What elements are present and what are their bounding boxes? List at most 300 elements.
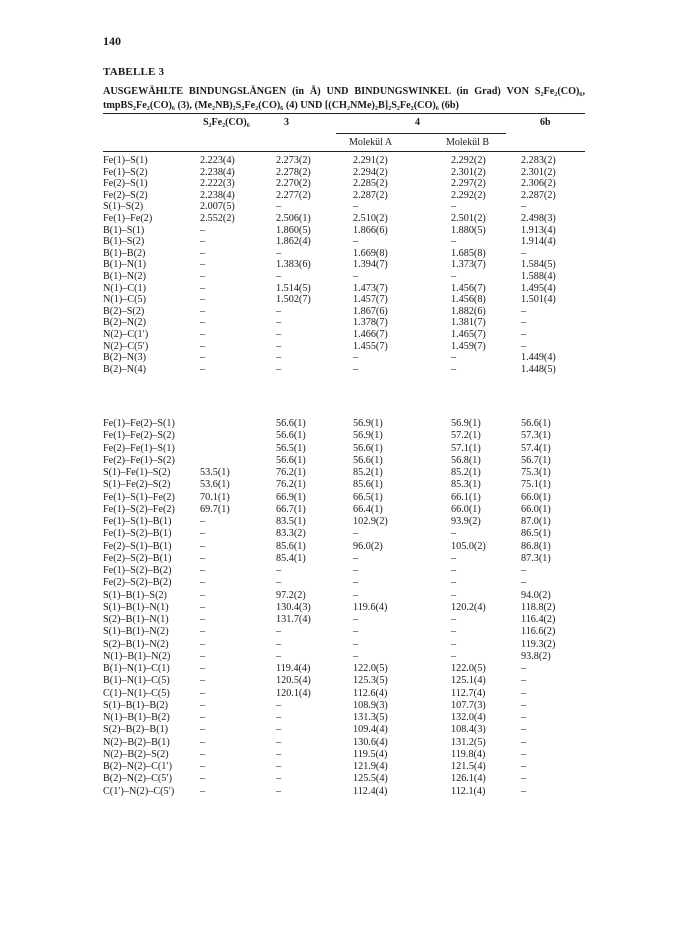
cell-s2fe2co6: – — [200, 785, 206, 797]
table-row — [103, 749, 585, 761]
cell-s2fe2co6: – — [200, 329, 206, 340]
row-label: B(2)–N(2)–C(5′) — [103, 773, 172, 785]
subcolumn-header-molekul-a: Molekül A — [349, 137, 393, 148]
row-label: Fe(2)–S(1)–B(1) — [103, 540, 172, 552]
cell-3: – — [276, 577, 282, 589]
cell-4-molekul-b: – — [451, 577, 457, 589]
cell-s2fe2co6: – — [200, 317, 206, 329]
cell-4-molekul-b: – — [451, 352, 457, 364]
cell-3: – — [276, 785, 282, 797]
cell-6b: 118.8(2) — [521, 601, 556, 613]
cell-3: – — [276, 363, 282, 375]
page-number: 140 — [103, 34, 121, 48]
cell-4-molekul-b: – — [451, 650, 457, 662]
table-row — [103, 541, 585, 553]
cell-6b: 57.3(1) — [521, 430, 551, 442]
cell-4-molekul-b: 1.685(8) — [451, 247, 486, 259]
cell-6b: – — [521, 305, 527, 317]
cell-s2fe2co6: 70.1(1) — [200, 491, 230, 503]
cell-4-molekul-a: 56.6(1) — [353, 454, 383, 466]
table-row — [103, 504, 585, 516]
row-label: B(1)–S(2) — [103, 236, 145, 248]
cell-4-molekul-a: 56.6(1) — [353, 442, 383, 454]
row-label: C(1′)–N(2)–C(5′) — [103, 785, 175, 797]
cell-4-molekul-b: – — [451, 626, 457, 638]
cell-4-molekul-a: 56.9(1) — [353, 430, 383, 442]
row-label: Fe(2)–S(1) — [103, 178, 148, 190]
cell-4-molekul-b: 1.882(6) — [451, 305, 486, 317]
cell-s2fe2co6: – — [200, 340, 206, 352]
row-label: B(2)–N(3) — [103, 352, 147, 364]
cell-s2fe2co6: 69.7(1) — [200, 503, 230, 515]
table-row — [103, 155, 585, 167]
cell-3: 2.278(2) — [276, 166, 311, 178]
cell-4-molekul-a: 109.4(4) — [353, 724, 388, 736]
table-row — [103, 364, 585, 376]
cell-6b: – — [521, 675, 527, 687]
header-bottom-rule — [103, 151, 585, 152]
cell-3: – — [276, 329, 282, 340]
cell-6b: – — [521, 247, 527, 259]
cell-4-molekul-b: – — [451, 614, 457, 625]
cell-s2fe2co6: – — [200, 650, 206, 662]
cell-4-molekul-b: 1.880(5) — [451, 224, 486, 236]
cell-6b: 1.501(4) — [521, 294, 556, 306]
cell-4-molekul-a: – — [353, 626, 359, 638]
cell-6b: 75.3(1) — [521, 467, 551, 478]
cell-4-molekul-b: 85.3(1) — [451, 479, 481, 491]
cell-4-molekul-a: 122.0(5) — [353, 663, 388, 674]
cell-6b: 56.6(1) — [521, 418, 551, 429]
cell-3: 2.273(2) — [276, 155, 311, 166]
cell-6b: 2.498(3) — [521, 213, 556, 224]
table-row — [103, 786, 585, 798]
cell-6b: 2.306(2) — [521, 178, 556, 190]
cell-4-molekul-a: 2.291(2) — [353, 155, 388, 166]
table-row — [103, 773, 585, 785]
cell-3: – — [276, 699, 282, 711]
cell-4-molekul-b: – — [451, 552, 457, 564]
cell-s2fe2co6: – — [200, 236, 206, 248]
row-label: Fe(2)–S(2) — [103, 189, 148, 201]
cell-4-molekul-b: 56.9(1) — [451, 418, 481, 429]
table-row — [103, 430, 585, 442]
cell-3: 85.4(1) — [276, 552, 306, 564]
cell-6b: 1.495(4) — [521, 282, 556, 294]
cell-s2fe2co6: – — [200, 259, 206, 271]
cell-3: – — [276, 352, 282, 364]
cell-3: – — [276, 340, 282, 352]
cell-4-molekul-b: 112.1(4) — [451, 785, 486, 797]
cell-s2fe2co6: – — [200, 352, 206, 364]
cell-4-molekul-b: – — [451, 565, 457, 576]
cell-6b: – — [521, 663, 527, 674]
cell-4-molekul-b: 1.459(7) — [451, 340, 486, 352]
row-label: Fe(2)–S(2)–B(1) — [103, 552, 172, 564]
table-row — [103, 467, 585, 479]
row-label: N(2)–B(2)–S(2) — [103, 748, 169, 760]
cell-s2fe2co6: – — [200, 294, 206, 306]
cell-4-molekul-a: – — [353, 589, 359, 601]
row-label: Fe(1)–S(2)–Fe(2) — [103, 503, 175, 515]
cell-6b: – — [521, 687, 527, 699]
cell-4-molekul-b: 1.456(7) — [451, 282, 486, 294]
cell-s2fe2co6: – — [200, 224, 206, 236]
cell-4-molekul-b: 119.8(4) — [451, 748, 486, 760]
row-label: Fe(1)–S(2)–B(2) — [103, 565, 172, 576]
table-caption: AUSGEWÄHLTE BINDUNGSLÄNGEN (in Å) UND BINDUNGSWINKEL (in Grad) VON S₂Fe₂(CO)₆, tmpBS₂Fe₂(CO)₆ (3), (Me₂NB)₂S₂Fe₂(CO)₆ (4) UND [(CH₂NMe)₂B]₂S₂Fe₂(CO)₆ (6b) — [103, 86, 585, 111]
subheader-rule — [336, 133, 506, 134]
cell-6b: – — [521, 565, 527, 576]
table-row — [103, 329, 585, 341]
row-label: B(2)–N(4) — [103, 363, 147, 375]
row-label: N(2)–B(2)–B(1) — [103, 736, 170, 748]
row-label: N(1)–B(1)–B(2) — [103, 712, 170, 723]
cell-3: – — [276, 638, 282, 650]
row-label: Fe(2)–S(2)–B(2) — [103, 577, 172, 589]
table-row — [103, 306, 585, 318]
cell-6b: 66.0(1) — [521, 503, 551, 515]
cell-3: 97.2(2) — [276, 589, 306, 601]
cell-4-molekul-b: 120.2(4) — [451, 601, 486, 613]
cell-s2fe2co6: – — [200, 699, 206, 711]
cell-s2fe2co6: – — [200, 271, 206, 282]
cell-6b: 66.0(1) — [521, 491, 551, 503]
cell-4-molekul-b: – — [451, 271, 457, 282]
row-label: S(1)–B(1)–N(1) — [103, 601, 169, 613]
cell-6b: – — [521, 340, 527, 352]
cell-3: – — [276, 761, 282, 772]
table-row — [103, 528, 585, 540]
cell-3: 119.4(4) — [276, 663, 311, 674]
cell-4-molekul-b: 93.9(2) — [451, 516, 481, 527]
row-label: Fe(1)–S(1) — [103, 155, 148, 166]
cell-4-molekul-a: 66.4(1) — [353, 503, 383, 515]
cell-3: – — [276, 201, 282, 213]
table-row — [103, 294, 585, 306]
cell-4-molekul-b: 85.2(1) — [451, 467, 481, 478]
cell-4-molekul-b: 2.297(2) — [451, 178, 486, 190]
row-label: S(2)–B(1)–N(2) — [103, 638, 169, 650]
table-row — [103, 190, 585, 202]
cell-6b: – — [521, 785, 527, 797]
table-row — [103, 712, 585, 724]
cell-4-molekul-a: – — [353, 352, 359, 364]
cell-4-molekul-b: 66.0(1) — [451, 503, 481, 515]
cell-4-molekul-b: 131.2(5) — [451, 736, 486, 748]
cell-s2fe2co6: 2.552(2) — [200, 213, 235, 224]
cell-4-molekul-a: 1.669(8) — [353, 247, 388, 259]
cell-4-molekul-b: 1.456(8) — [451, 294, 486, 306]
cell-s2fe2co6: – — [200, 305, 206, 317]
cell-s2fe2co6: – — [200, 540, 206, 552]
cell-6b: 119.3(2) — [521, 638, 556, 650]
cell-3: – — [276, 736, 282, 748]
cell-3: – — [276, 565, 282, 576]
row-label: B(2)–N(2) — [103, 317, 147, 329]
cell-4-molekul-a: – — [353, 638, 359, 650]
cell-4-molekul-a: – — [353, 565, 359, 576]
row-label: N(2)–C(1′) — [103, 329, 149, 340]
row-label: Fe(1)–S(2)–B(1) — [103, 528, 172, 540]
table-row — [103, 553, 585, 565]
table-row — [103, 225, 585, 237]
cell-4-molekul-b: 66.1(1) — [451, 491, 481, 503]
row-label: Fe(1)–S(1)–B(1) — [103, 516, 172, 527]
row-label: C(1)–N(1)–C(5) — [103, 687, 170, 699]
row-label: Fe(1)–S(2) — [103, 166, 148, 178]
cell-3: 1.860(5) — [276, 224, 311, 236]
row-label: N(1)–B(1)–N(2) — [103, 650, 171, 662]
cell-4-molekul-b: 108.4(3) — [451, 724, 486, 736]
table-row — [103, 675, 585, 687]
cell-6b: – — [521, 201, 527, 213]
cell-s2fe2co6: – — [200, 675, 206, 687]
subcolumn-header-molekul-b: Molekül B — [446, 137, 490, 148]
cell-6b: – — [521, 699, 527, 711]
table-row — [103, 317, 585, 329]
column-header-s2fe2co6: S₂Fe₂(CO)₆ — [203, 117, 250, 128]
table-row — [103, 761, 585, 773]
table-label: TABELLE 3 — [103, 66, 165, 78]
cell-4-molekul-b: – — [451, 201, 457, 213]
cell-4-molekul-a: 112.6(4) — [353, 687, 388, 699]
cell-4-molekul-b: – — [451, 638, 457, 650]
row-label: S(1)–B(1)–B(2) — [103, 699, 169, 711]
cell-4-molekul-a: 112.4(4) — [353, 785, 388, 797]
cell-3: 83.5(1) — [276, 516, 306, 527]
row-label: N(2)–C(5′) — [103, 340, 149, 352]
cell-s2fe2co6: – — [200, 663, 206, 674]
cell-4-molekul-a: 1.466(7) — [353, 329, 388, 340]
cell-4-molekul-a: – — [353, 614, 359, 625]
table-row — [103, 167, 585, 179]
cell-6b: – — [521, 317, 527, 329]
cell-s2fe2co6: – — [200, 601, 206, 613]
cell-3: 1.502(7) — [276, 294, 311, 306]
cell-4-molekul-a: – — [353, 236, 359, 248]
table-row — [103, 271, 585, 283]
cell-3: 2.270(2) — [276, 178, 311, 190]
cell-4-molekul-a: 1.455(7) — [353, 340, 388, 352]
cell-4-molekul-a: 1.394(7) — [353, 259, 388, 271]
cell-4-molekul-a: – — [353, 650, 359, 662]
cell-s2fe2co6: 53.5(1) — [200, 467, 230, 478]
cell-3: 120.5(4) — [276, 675, 311, 687]
row-label: B(1)–N(2) — [103, 271, 147, 282]
cell-4-molekul-b: 57.1(1) — [451, 442, 481, 454]
cell-3: 2.277(2) — [276, 189, 311, 201]
cell-4-molekul-a: 2.510(2) — [353, 213, 388, 224]
cell-4-molekul-b: 112.7(4) — [451, 687, 486, 699]
table-row — [103, 178, 585, 190]
cell-3: – — [276, 724, 282, 736]
table-row — [103, 248, 585, 260]
cell-4-molekul-a: – — [353, 552, 359, 564]
cell-6b: – — [521, 773, 527, 785]
cell-4-molekul-a: – — [353, 363, 359, 375]
cell-4-molekul-b: – — [451, 528, 457, 540]
cell-s2fe2co6: – — [200, 724, 206, 736]
table-row — [103, 737, 585, 749]
cell-4-molekul-b: 1.465(7) — [451, 329, 486, 340]
cell-s2fe2co6: 53.6(1) — [200, 479, 230, 491]
cell-3: – — [276, 247, 282, 259]
cell-4-molekul-b: 2.501(2) — [451, 213, 486, 224]
cell-s2fe2co6: – — [200, 614, 206, 625]
row-label: S(1)–B(1)–N(2) — [103, 626, 169, 638]
row-label: Fe(1)–Fe(2) — [103, 213, 153, 224]
row-label: B(1)–N(1)–C(1) — [103, 663, 170, 674]
cell-4-molekul-a: 85.2(1) — [353, 467, 383, 478]
cell-6b: 1.449(4) — [521, 352, 556, 364]
cell-s2fe2co6: – — [200, 736, 206, 748]
cell-3: 76.2(1) — [276, 479, 306, 491]
cell-6b: – — [521, 724, 527, 736]
cell-6b: 94.0(2) — [521, 589, 551, 601]
cell-4-molekul-a: 56.9(1) — [353, 418, 383, 429]
cell-3: 56.6(1) — [276, 454, 306, 466]
table-row — [103, 700, 585, 712]
cell-6b: 116.4(2) — [521, 614, 556, 625]
cell-4-molekul-b: 107.7(3) — [451, 699, 486, 711]
cell-6b: 1.448(5) — [521, 363, 556, 375]
cell-6b: 93.8(2) — [521, 650, 551, 662]
row-label: N(1)–C(5) — [103, 294, 147, 306]
table-row — [103, 201, 585, 213]
cell-6b: 87.0(1) — [521, 516, 551, 527]
cell-3: 83.3(2) — [276, 528, 306, 540]
cell-4-molekul-b: 57.2(1) — [451, 430, 481, 442]
cell-3: 66.7(1) — [276, 503, 306, 515]
cell-6b: 87.3(1) — [521, 552, 551, 564]
cell-4-molekul-a: – — [353, 577, 359, 589]
cell-4-molekul-a: 125.3(5) — [353, 675, 388, 687]
cell-6b: 56.7(1) — [521, 454, 551, 466]
cell-6b: – — [521, 577, 527, 589]
cell-s2fe2co6: – — [200, 638, 206, 650]
table-row — [103, 577, 585, 589]
cell-3: – — [276, 650, 282, 662]
cell-4-molekul-a: 2.294(2) — [353, 166, 388, 178]
row-label: B(2)–S(2) — [103, 305, 145, 317]
table-row — [103, 418, 585, 430]
cell-4-molekul-b: – — [451, 236, 457, 248]
cell-3: 56.6(1) — [276, 418, 306, 429]
table-row — [103, 341, 585, 353]
cell-4-molekul-b: 132.0(4) — [451, 712, 486, 723]
cell-4-molekul-a: 130.6(4) — [353, 736, 388, 748]
cell-s2fe2co6: – — [200, 761, 206, 772]
cell-4-molekul-a: 102.9(2) — [353, 516, 388, 527]
cell-s2fe2co6: 2.222(3) — [200, 178, 235, 190]
cell-4-molekul-a: 108.9(3) — [353, 699, 388, 711]
table-row — [103, 259, 585, 271]
table-row — [103, 236, 585, 248]
column-header-6b: 6b — [540, 117, 551, 128]
cell-s2fe2co6: – — [200, 712, 206, 723]
cell-4-molekul-a: 2.285(2) — [353, 178, 388, 190]
column-header-3: 3 — [284, 117, 289, 128]
table-row — [103, 565, 585, 577]
cell-s2fe2co6: – — [200, 516, 206, 527]
cell-3: 1.383(6) — [276, 259, 311, 271]
cell-4-molekul-b: 122.0(5) — [451, 663, 486, 674]
table-row — [103, 283, 585, 295]
cell-3: – — [276, 626, 282, 638]
cell-6b: – — [521, 736, 527, 748]
cell-4-molekul-a: 119.6(4) — [353, 601, 388, 613]
cell-4-molekul-b: 121.5(4) — [451, 761, 486, 772]
table-row — [103, 639, 585, 651]
cell-4-molekul-a: 1.867(6) — [353, 305, 388, 317]
table-row — [103, 688, 585, 700]
cell-4-molekul-b: 1.381(7) — [451, 317, 486, 329]
row-label: Fe(1)–Fe(2)–S(2) — [103, 430, 175, 442]
cell-6b: – — [521, 712, 527, 723]
cell-6b: 86.8(1) — [521, 540, 551, 552]
cell-s2fe2co6: – — [200, 247, 206, 259]
cell-6b: 2.287(2) — [521, 189, 556, 201]
cell-4-molekul-a: – — [353, 271, 359, 282]
cell-6b: 75.1(1) — [521, 479, 551, 491]
table-row — [103, 590, 585, 602]
cell-4-molekul-b: – — [451, 589, 457, 601]
cell-3: – — [276, 712, 282, 723]
cell-6b: 2.301(2) — [521, 166, 556, 178]
cell-4-molekul-a: 2.287(2) — [353, 189, 388, 201]
row-label: B(1)–N(1)–C(5) — [103, 675, 170, 687]
cell-4-molekul-a: 1.866(6) — [353, 224, 388, 236]
cell-s2fe2co6: – — [200, 282, 206, 294]
cell-s2fe2co6: – — [200, 363, 206, 375]
cell-3: 1.514(5) — [276, 282, 311, 294]
cell-s2fe2co6: – — [200, 577, 206, 589]
cell-3: – — [276, 773, 282, 785]
row-label: S(1)–B(1)–S(2) — [103, 589, 167, 601]
row-label: B(1)–S(1) — [103, 224, 145, 236]
cell-4-molekul-b: 56.8(1) — [451, 454, 481, 466]
table-row — [103, 651, 585, 663]
cell-s2fe2co6: 2.238(4) — [200, 189, 235, 201]
table-row — [103, 516, 585, 528]
table-row — [103, 602, 585, 614]
table-row — [103, 663, 585, 675]
cell-4-molekul-a: 121.9(4) — [353, 761, 388, 772]
table-row — [103, 614, 585, 626]
cell-3: 56.5(1) — [276, 442, 306, 454]
row-label: S(2)–B(2)–B(1) — [103, 724, 169, 736]
row-label: N(1)–C(1) — [103, 282, 147, 294]
cell-s2fe2co6: – — [200, 565, 206, 576]
cell-4-molekul-b: 2.292(2) — [451, 155, 486, 166]
column-header-4: 4 — [415, 117, 420, 128]
row-label: B(1)–B(2) — [103, 247, 146, 259]
cell-s2fe2co6: – — [200, 589, 206, 601]
cell-4-molekul-a: 119.5(4) — [353, 748, 388, 760]
cell-4-molekul-b: 125.1(4) — [451, 675, 486, 687]
cell-6b: – — [521, 329, 527, 340]
cell-3: 2.506(1) — [276, 213, 311, 224]
cell-4-molekul-b: 126.1(4) — [451, 773, 486, 785]
cell-4-molekul-a: 1.457(7) — [353, 294, 388, 306]
row-label: B(2)–N(2)–C(1′) — [103, 761, 172, 772]
cell-6b: 116.6(2) — [521, 626, 556, 638]
cell-6b: – — [521, 748, 527, 760]
cell-3: 56.6(1) — [276, 430, 306, 442]
cell-4-molekul-b: 2.292(2) — [451, 189, 486, 201]
cell-4-molekul-a: 1.473(7) — [353, 282, 388, 294]
